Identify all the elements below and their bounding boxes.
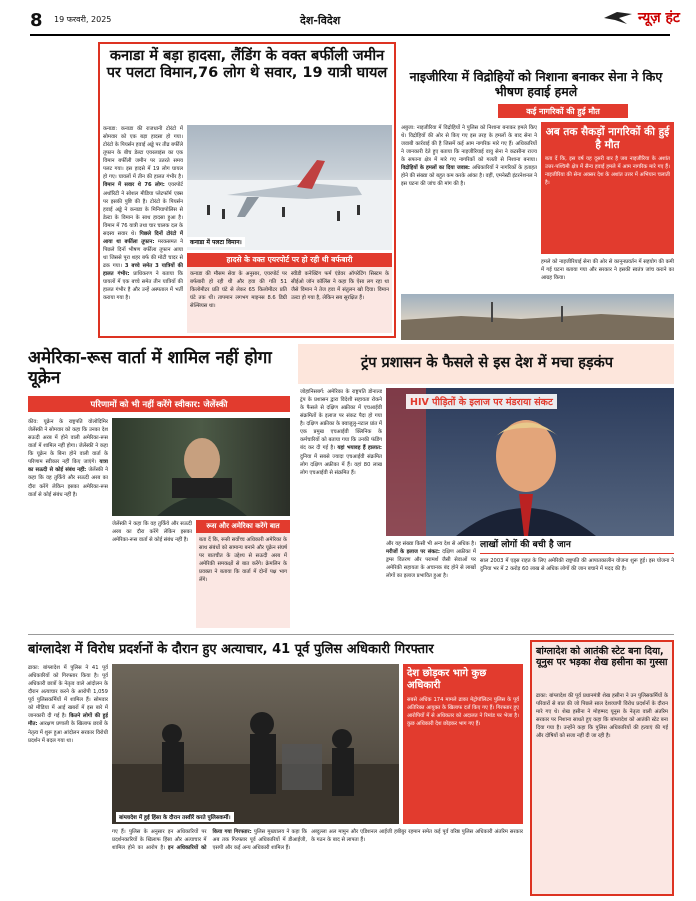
bird-logo-icon [603, 9, 633, 27]
bangladesh-infobox-head: देश छोड़कर भागे कुछ अधिकारी [407, 668, 487, 691]
brand-logo [570, 8, 680, 32]
zelensky-photo [112, 418, 290, 516]
page-number: 8 [30, 10, 43, 31]
bangladesh-headline: बांग्लादेश में विरोध प्रदर्शनों के दौरान हुए अत्याचार, 41 पूर्व पुलिस अधिकारी गिरफ्तार [28, 642, 434, 657]
nigeria-infobox-text: बता दें कि, इस वर्ष यह दूसरी बार है जब नाइजीरिया के अशांत उत्तर-पश्चिमी क्षेत्र में सैन्य हवाई हमले में आम नागरिक मारे गए हैं। नाइजीरिया की सेना अक्सर देश के अशांत उत्तर में अभियान चलाती है। [545, 156, 670, 187]
nigeria-body: अबुजा: नाइजीरिया में विद्रोहियों ने पुलिस को निशाना बनाकर हमले किए थे। विद्रोहियों की ओर से किए गए इस तरह के हमलों के बाद सेना ने जवाबी कार्रवाई की है जिसमें कई आम नागरिक मारे गए हैं। अधिकारियों ने जानकारी देते हुए बताया कि नाइजीरियाई वायु सेना ने कटसीना राज्य के सफाना क्षेत्र में मारे गए नागरिकों को गलती से निशाना बनाया। विद्रोहियों के हमलों का दिया जवाब: अधिकारियों ने नागरिकों के हताहत होने की संख्या को बहुत कम करके आंका है। वहीं, एमनेस्टी इंटरनेशनल ने इस घटना की जांच की मांग की है। [401, 125, 537, 188]
header-rule [30, 34, 670, 36]
ukraine-subtag: परिणामों को भी नहीं करेंगे स्वीकार: जेलेंस्की [28, 396, 290, 412]
canada-headline: कनाडा में बड़ा हादसा, लैंडिंग के वक्त बर्फीली जमीन पर पलटा विमान,76 लोग थे सवार, 19 यात्री घायल [106, 48, 388, 82]
canada-infobox-text-2: स्वीडी कनेक्टिंग फर्म एंडेवर ऑपरेटिंग सिस्टम के सीईओ जॉन कॉलिंस ने कहा कि ऐसा लग रहा था जैसे विमान ने तेज हवा में संतुलन खो दिया। विमान उल्टा हो गया है, लेकिन सब सुरक्षित हैं। [291, 271, 389, 302]
brand-name: न्यूज़ हंट [637, 10, 680, 26]
bangladesh-photo-caption: बांग्लादेश में हुई हिंसा के दौरान तस्वीरें करते पुलिसकर्मी। [116, 812, 234, 822]
hasina-body: ढाका: बांग्लादेश की पूर्व प्रधानमंत्री शेख हसीना ने उन पुलिसकर्मियों के परिवारों से बात की जो पिछले साल देशव्यापी विरोध प्रदर्शनों के दौरान मारे गए थे। शेख हसीना ने मोहम्मद यूनुस के नेतृत्व वाली अंतरिम सरकार पर निशाना साधते हुए कहा कि बांग्लादेश को आतंकी स्टेट बना दिया गया है। उन्होंने कहा कि पुलिस अधिकारियों की हत्याएं की गईं और दोषियों को सजा नहीं दी जा रही है। [536, 693, 668, 740]
ukraine-body-col2: जेलेंस्की ने कहा कि वह तुर्किये और सऊदी अरब का दौरा करेंगे लेकिन इसका अमेरिका-रूस वार्ता से कोई संबंध नहीं है। [112, 521, 192, 544]
bangladesh-body: ढाका: बांग्लादेश में पुलिस ने 41 पूर्व अधिकारियों को गिरफ्तार किया है। पूर्व अधिकारी छात्रों के नेतृत्व वाले आंदोलन के दौरान अत्याचार करने के आरोपी 1,059 पूर्व पुलिसकर्मियों में शामिल हैं। सोमवार को मीडिया में आई खबरों में इस बारे में जानकारी दी गई है। कितने लोगों की हुई मौत: आरक्षण प्रणाली के खिलाफ छात्रों के नेतृत्व में शुरू हुआ आंदोलन सरकार विरोधी प्रदर्शन में बदल गया था। [28, 665, 108, 744]
nigeria-subtag: कई नागरिकों की हुई मौत [498, 104, 628, 118]
canada-body: कनाडा: कनाडा की राजधानी टोरंटो में सोमवार को एक बड़ा हादसा हो गया। टोरंटो के पियर्सन हवाई अड्डे पर तीव्र बर्फीले तूफान के बीच डेल्टा एयरलाइंस का एक विमान बर्फीली जमीन पर उतरते समय पलट गया। इस हादसे में 19 लोग घायल हो गए। घायलों में तीन की हालत गंभीर है। विमान में सवार थे 76 लोग: एयरपोर्ट अथॉरिटी ने सोशल मीडिया प्लेटफॉर्म एक्स पर इसकी पुष्टि की है। टोरंटो के पियर्सन हवाई अड्डे ने कनाडा के मिनियापोलिस से डेल्टा के विमान के साथ हादसा हुआ है। विमान में 76 यात्री तथा चार चालक दल के सदस्य सवार थे। पिछले दिनों टोरंटो में आया था बर्फीला तूफान: मरकसमत ने पिछले दिनों भीषण बर्फीला तूफान आया था जिससे पूरा शहर बर्फ की मोटी चादर से ढक गया। 3 बच्चे समेत 3 यात्रियों की हालत गंभीर: प्राधिकरण ने बताया कि घायलों में एक बच्चे समेत तीन यात्रियों की हालत गंभीर है और उन्हें अस्पताल में भर्ती कराया गया है। [103, 126, 183, 302]
ukraine-headline: अमेरिका-रूस वार्ता में शामिल नहीं होगा यूक्रेन [28, 348, 272, 389]
trump-photo-title: HIV पीड़ितों के इलाज पर मंडराया संकट [406, 394, 557, 409]
ukraine-infobox [196, 520, 290, 628]
trump-infobox-head: लाखों लोगों की बची है जान [480, 540, 674, 554]
canada-plane-photo [187, 125, 392, 250]
nigeria-infobox-head: अब तक सैकड़ों नागरिकों की हुई है मौत [545, 126, 670, 151]
trump-body-col2: और यह संख्या किसी भी अन्य देश से अधिक है। मरीजों के इलाज पर संकट: दक्षिण अफ्रीका में ड्रग्स वितरण और परामर्श जैसी सेवाओं पर अमेरिकी सहायता के अचानक बंद होने से लाखों लोगों का इलाज प्रभावित हुआ है। [386, 541, 476, 580]
page-header [30, 8, 680, 36]
nigeria-bottom-text: हमले को नाइजीरियाई सेना की ओर से कानूनप्रवर्तन में सहयोग की कमी में गई घटना बताया गया और सरकार ने इसकी स्वतंत्र जांच कराने का आग्रह किया। [541, 259, 674, 282]
bangladesh-protest-photo [112, 664, 399, 824]
bangladesh-body-col4: अब्दुल्ला अल मामुन और एडिशनल आईजी हबीबुर रहमान समेत कई पूर्व वरिष्ठ पुलिस अधिकारी अंतरिम सरकार के गठन के बाद से लापता हैं। [311, 829, 523, 844]
trump-infobox [480, 540, 674, 628]
ukraine-infobox-head: रूस और अमेरिका करेंगे बात [196, 520, 290, 533]
canada-infobox [187, 253, 392, 333]
page-date: 19 फरवरी, 2025 [54, 15, 112, 24]
trump-infobox-text: साल 2003 में एड्स राहत के लिए अमेरिकी राष्ट्रपति की आपातकालीन योजना शुरू हुई। इस योजना ने दुनिया भर में 2 करोड़ 60 लाख से अधिक लोगों की जान बचाने में मदद की है। [480, 557, 674, 572]
canada-infobox-head: हादसे के वक्त एयरपोर्ट पर हो रही थी बर्फबारी [187, 253, 392, 267]
hasina-headline: बांग्लादेश को आतंकी स्टेट बना दिया, यूनुस पर भड़का शेख हसीना का गुस्सा [536, 646, 668, 669]
nigeria-infobox [541, 122, 674, 254]
ukraine-body: कीव: यूक्रेन के राष्ट्रपति वोलोदिमिर जेलेंस्की ने सोमवार को कहा कि उनका देश सऊदी अरब में होने वाली अमेरिका-रूस वार्ता में शामिल नहीं होगा। जेलेंस्की ने कहा कि यूक्रेन के बिना होने वाली वार्ता के परिणाम स्वीकार नहीं किए जाएंगे। यात्रा का सऊदी से कोई संबंध नहीं: जेलेंस्की ने कहा कि वह तुर्किये और सऊदी अरब का दौरा करेंगे लेकिन इसका अमेरिका-रूस वार्ता से कोई संबंध नहीं है। [28, 419, 108, 498]
bangladesh-body-col3: गए हैं। पुलिस के अनुसार इन अधिकारियों पर प्रदर्शनकारियों के खिलाफ हिंसा और अत्याचार में शामिल होने का आरोप है। इन अधिकारियों को किया गया गिरफ्तार: पुलिस मुख्यालय ने कहा कि अब तक गिरफ्तार पूर्व अधिकारियों में डीआईजी, एसपी और कई अन्य अधिकारी शामिल हैं। [112, 829, 307, 852]
bangladesh-infobox [403, 664, 523, 824]
nigeria-headline: नाइजीरिया में विद्रोहियों को निशाना बनाकर सेना ने किए भीषण हवाई हमले [409, 69, 663, 99]
bangladesh-infobox-text: सबसे अधिक 174 मामले ढाका मेट्रोपॉलिटन पुलिस के पूर्व अतिरिक्त आयुक्त के खिलाफ दर्ज किए गए हैं। गिरफ्तार हुए आरोपियों में से अधिकतर को अदालत ने रिमांड पर भेजा है। कुछ अधिकारी देश छोड़कर भाग गए हैं। [407, 697, 519, 728]
section-title: देश-विदेश [300, 14, 341, 27]
trump-headline: ट्रंप प्रशासन के फैसले से इस देश में मचा हड़कंप [360, 355, 614, 371]
canada-infobox-text-1: कनाडा की मौसम सेवा के अनुसार, एयरपोर्ट पर बर्फबारी हो रही थी और हवा की गति 51 किलोमीटर प्रति घंटे से लेकर 65 किलोमीटर प्रति घंटे तक थी। तापमान लगभग माइनस 8.6 डिग्री सेल्सियस था। [190, 271, 287, 310]
trump-photo [386, 388, 674, 536]
ukraine-infobox-text: बता दें कि, रूसी सर्वोच्च अधिकारी अमेरिका के साथ संबंधों को सामान्य बनाने और यूक्रेन संघर्ष पर बातचीत के उद्देश्य से सऊदी अरब में अमेरिकी समकक्षों से बात करेंगे। क्रेमलिन के प्रवक्ता ने बताया कि वार्ता में दोनों पक्ष भाग लेंगे। [199, 537, 287, 584]
nigeria-photo [401, 294, 674, 340]
trump-body: जोहानिसबर्ग: अमेरिका के राष्ट्रपति डोनाल्ड ट्रंप के प्रशासन द्वारा विदेशी सहायता रोकने के फैसले से दक्षिण अफ्रीका में एचआईवी संक्रमितों के इलाज पर संकट पैदा हो गया है। दक्षिण अफ्रीका के क्वाजुलु-नटाल प्रांत में एक प्रमुख एचआईवी क्लिनिक के कर्मचारियों को बताया गया कि उनकी फंडिंग बंद कर दी गई है। यहां भयावह हैं हालात: दुनिया में सबसे ज्यादा एचआईवी संक्रमित लोग दक्षिण अफ्रीका में हैं। वहां 80 लाख लोग एचआईवी से संक्रमित हैं। [300, 389, 382, 476]
bangladesh-top-rule [28, 634, 674, 635]
canada-photo-caption: कनाडा में पलटा विमान। [187, 237, 245, 247]
